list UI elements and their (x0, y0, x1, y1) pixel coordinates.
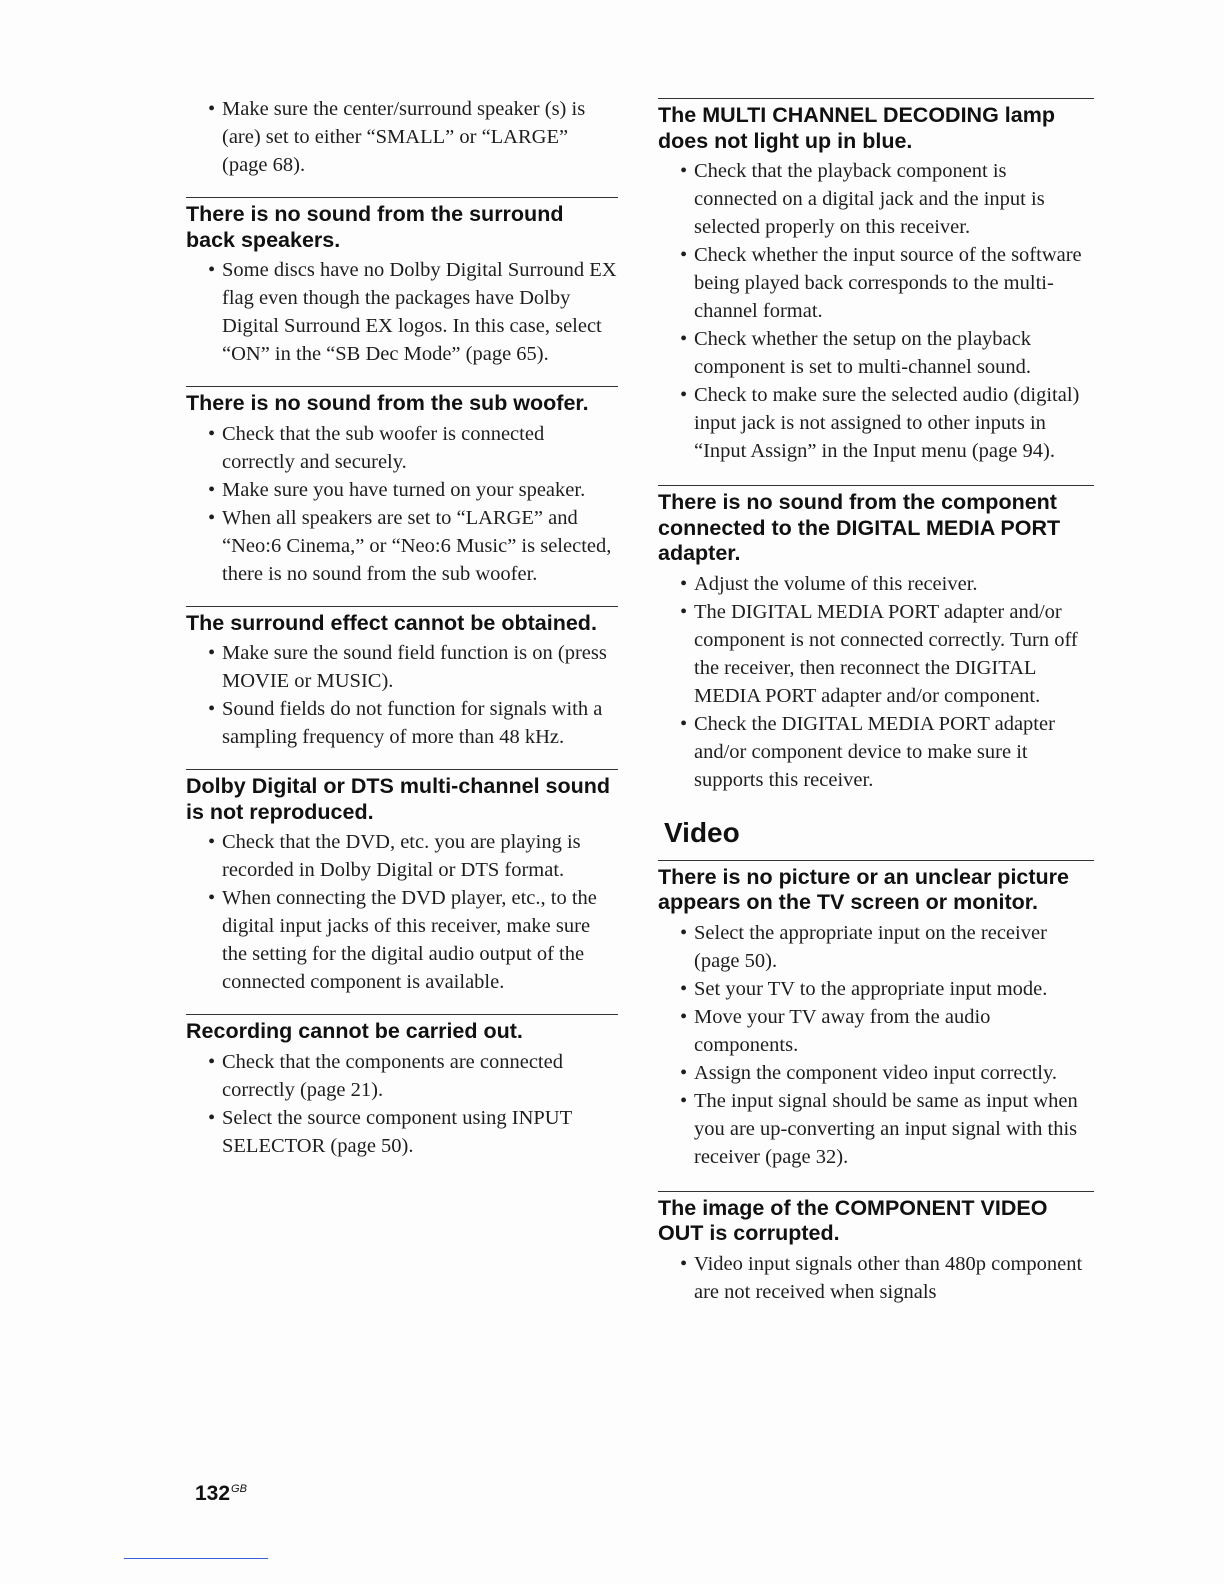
section-heading: There is no sound from the sub woofer. (186, 391, 589, 415)
bullet-item: • The DIGITAL MEDIA PORT adapter and/or component is not connected correctly. Turn off the receiver, then reconnect the DIGITAL MEDIA PORT adapter and/or component. (680, 598, 1094, 710)
section-heading: There is no picture or an unclear picture appears on the TV screen or monitor. (658, 864, 1069, 914)
bullet-item: • Select the appropriate input on the receiver (page 50). (680, 919, 1094, 975)
bullet-item: • When all speakers are set to “LARGE” and “Neo:6 Cinema,” or “Neo:6 Music” is selected, there is no sound from the sub woofer. (208, 504, 618, 588)
bullet-list (186, 828, 618, 996)
bullet-item: • Some discs have no Dolby Digital Surround EX flag even though the packages have Dolby Digital Surround EX logos. In this case, select “ON” in the “SB Dec Mode” (page 65). (208, 256, 618, 368)
bullet-item: • Video input signals other than 480p component are not received when signals (680, 1250, 1094, 1306)
section-heading: Dolby Digital or DTS multi-channel sound is not reproduced. (186, 774, 611, 824)
bullet-item: • Check that the playback component is connected on a digital jack and the input is selected properly on this receiver. (680, 157, 1094, 241)
section-rule (658, 860, 1094, 861)
bullet-list (186, 420, 618, 588)
bullet-item: • Select the source component using INPUT SELECTOR (page 50). (208, 1104, 618, 1160)
bullet-item: • Set your TV to the appropriate input mode. (680, 975, 1094, 1003)
bullet-item: • Make sure the center/surround speaker (s) is (are) set to either “SMALL” or “LARGE” (page 68). (208, 95, 618, 179)
section-decoding-lamp (658, 98, 1094, 465)
section-surround-effect (186, 606, 618, 752)
section-heading: Recording cannot be carried out. (186, 1019, 523, 1043)
bullet-item: • Move your TV away from the audio components. (680, 1003, 1094, 1059)
bullet-item: • When connecting the DVD player, etc., to the digital input jacks of this receiver, make sure the setting for the digital audio output of the connected component is available. (208, 884, 618, 996)
section-surround-back (186, 197, 618, 368)
bullet-item: • Check that the sub woofer is connected correctly and securely. (208, 420, 618, 476)
section-component-video-out (658, 1191, 1094, 1306)
bullet-list (658, 570, 1094, 794)
page-number-value: 132 (195, 1482, 231, 1505)
bullet-item: • Check whether the setup on the playback component is set to multi-channel sound. (680, 325, 1094, 381)
section-rule (186, 197, 618, 198)
bullet-item: • The input signal should be same as input when you are up-converting an input signal with this receiver (page 32). (680, 1087, 1094, 1171)
section-rule (186, 1014, 618, 1015)
section-rule (186, 386, 618, 387)
footer-link-underline (124, 1558, 268, 1559)
left-column (186, 95, 618, 1160)
bullet-list (186, 639, 618, 751)
bullet-item: • Check to make sure the selected audio (digital) input jack is not assigned to other inputs in “Input Assign” in the Input menu (page 94). (680, 381, 1094, 465)
section-heading: The image of the COMPONENT VIDEO OUT is corrupted. (658, 1195, 1048, 1245)
bullet-list (658, 157, 1094, 465)
section-rule (658, 98, 1094, 99)
section-heading: The surround effect cannot be obtained. (186, 610, 597, 635)
page-number (195, 1482, 247, 1506)
bullet-list (658, 919, 1094, 1171)
bullet-item: • Make sure you have turned on your speaker. (208, 476, 618, 504)
right-column (658, 98, 1094, 1306)
section-multichannel (186, 769, 618, 996)
section-rule (186, 769, 618, 770)
bullet-item: • Check that the components are connected correctly (page 21). (208, 1048, 618, 1104)
section-heading: There is no sound from the component connected to the DIGITAL MEDIA PORT adapter. (658, 490, 1061, 565)
section-recording (186, 1014, 618, 1160)
bullet-item: • Check whether the input source of the software being played back corresponds to the multi-channel format. (680, 241, 1094, 325)
section-rule (658, 485, 1094, 486)
bullet-list (658, 1250, 1094, 1306)
bullet-list (186, 256, 618, 368)
section-no-picture (658, 860, 1094, 1171)
bullet-item: • Check the DIGITAL MEDIA PORT adapter and/or component device to make sure it supports this receiver. (680, 710, 1094, 794)
bullet-list (186, 1048, 618, 1160)
section-rule (186, 606, 618, 607)
section-digital-media-port (658, 485, 1094, 794)
bullet-item: • Check that the DVD, etc. you are playing is recorded in Dolby Digital or DTS format. (208, 828, 618, 884)
bullet-item: • Assign the component video input correctly. (680, 1059, 1094, 1087)
category-heading-video: Video (664, 816, 740, 848)
page-number-suffix: GB (231, 1483, 247, 1495)
bullet-item: • Adjust the volume of this receiver. (680, 570, 1094, 598)
intro-bullet-list (186, 95, 618, 179)
section-rule (658, 1191, 1094, 1192)
section-heading: There is no sound from the surround back speakers. (186, 202, 564, 252)
bullet-item: • Sound fields do not function for signals with a sampling frequency of more than 48 kHz. (208, 695, 618, 751)
section-sub-woofer (186, 386, 618, 588)
section-heading: The MULTI CHANNEL DECODING lamp does not light up in blue. (658, 103, 1055, 153)
bullet-item: • Make sure the sound field function is on (press MOVIE or MUSIC). (208, 639, 618, 695)
